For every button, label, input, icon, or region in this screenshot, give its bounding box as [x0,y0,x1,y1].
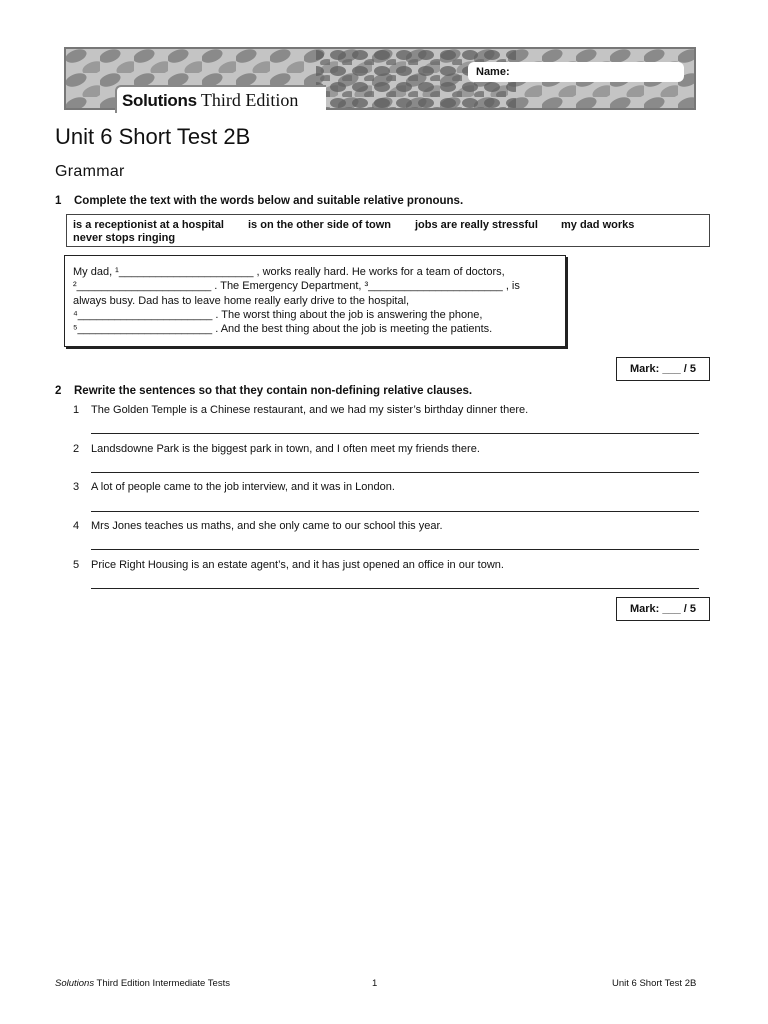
name-label: Name: [476,66,510,78]
brand-rest: Third Edition [196,90,299,110]
word-option: my dad works [561,219,635,231]
page-title: Unit 6 Short Test 2B [55,124,251,149]
word-option: is on the other side of town [248,219,391,231]
brand-logo [122,90,298,111]
text-line: always busy. Dad has to leave home really early drive to the hospital, [73,295,410,307]
question-number: 2 [55,385,62,397]
page-number: 1 [372,978,378,989]
question-1-heading [55,195,655,209]
answer-line[interactable] [91,472,699,473]
mark-box-1: Mark: ___ / 5 [616,357,710,381]
word-option: never stops ringing [73,232,176,244]
text-line: ²______________________ . The Emergency Department, ³______________________ , is [73,280,520,292]
item-text: Mrs Jones teaches us maths, and she only came to our school this year. [91,520,443,532]
answer-line[interactable] [91,511,699,512]
word-option: jobs are really stressful [415,219,538,231]
item-number: 5 [73,559,80,571]
question-instruction: Complete the text with the words below and suitable relative pronouns. [74,195,464,207]
word-option: is a receptionist at a hospital [73,219,224,231]
answer-line[interactable] [91,433,699,434]
brand-bold: Solutions [122,91,197,110]
item-number: 1 [73,404,80,416]
footer-left [55,978,230,989]
answer-line[interactable] [91,549,699,550]
item-text: A lot of people came to the job interview, and it was in London. [91,481,395,493]
question-number: 1 [55,195,62,207]
item-number: 2 [73,443,80,455]
question-2-heading [55,385,655,399]
word-box [66,214,710,247]
brand-box [115,85,326,113]
section-heading: Grammar [55,163,125,180]
question-instruction: Rewrite the sentences so that they contain non-defining relative clauses. [74,385,473,397]
text-line: My dad, ¹______________________ , works really hard. He works for a team of doctors, [73,266,505,278]
item-number: 3 [73,481,80,493]
text-line: ⁴______________________ . The worst thing about the job is answering the phone, [73,309,483,321]
mark-box-2: Mark: ___ / 5 [616,597,710,621]
answer-line[interactable] [91,588,699,589]
gap-fill-text [64,255,566,347]
footer-book-title: Third Edition Intermediate Tests [94,978,230,989]
item-text: Price Right Housing is an estate agent’s, and it has just opened an office in our town. [91,559,504,571]
footer-right: Unit 6 Short Test 2B [612,978,697,989]
item-text: Landsdowne Park is the biggest park in town, and I often meet my friends there. [91,443,480,455]
text-line: ⁵______________________ . And the best thing about the job is meeting the patients. [73,323,493,335]
item-text: The Golden Temple is a Chinese restaurant, and we had my sister’s birthday dinner there. [91,404,529,416]
name-field[interactable] [468,62,684,82]
footer-brand: Solutions [55,978,95,989]
item-number: 4 [73,520,80,532]
